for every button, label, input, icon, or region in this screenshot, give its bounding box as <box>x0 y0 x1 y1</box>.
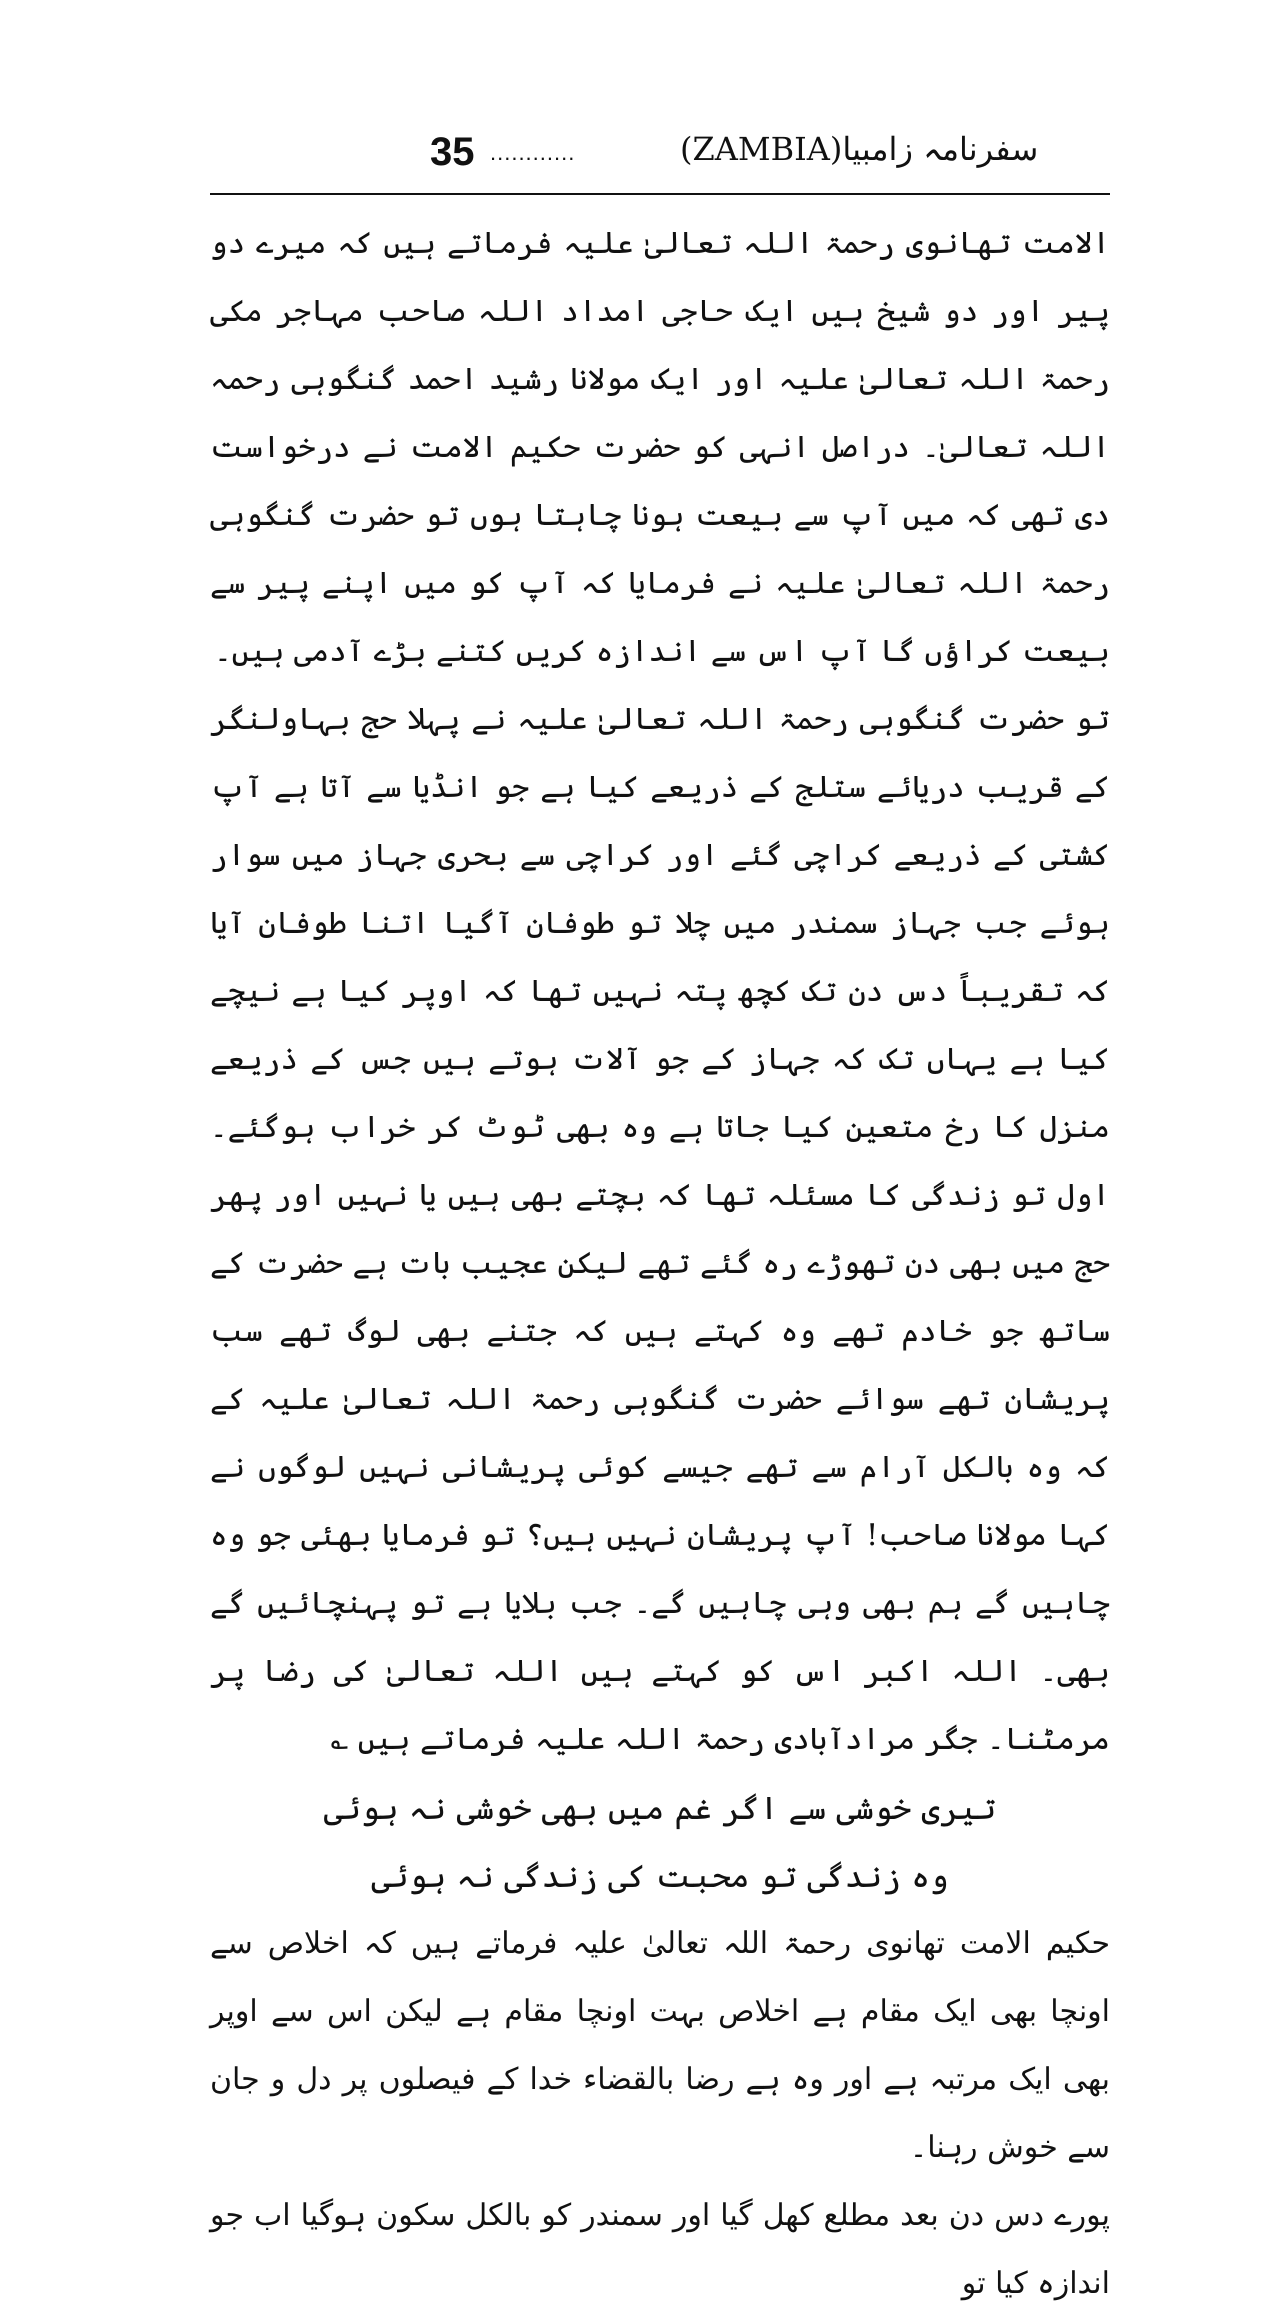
paragraph-1: الامت تھانوی رحمۃ اللہ تعالیٰ علیہ فرماتے ہیں کہ میرے دو پیر اور دو شیخ ہیں ایک حاجی امداد اللہ صاحب مہاجر مکی رحمۃ اللہ تعالیٰ علیہ اور ایک مولانا رشید احمد گنگوہی رحمہ اللہ تعالیٰ۔ دراصل انہی کو حضرت حکیم الامت نے درخواست دی تھی کہ میں آپ سے بیعت ہونا چاہتا ہوں تو حضرت گنگوہی رحمۃ اللہ تعالیٰ علیہ نے فرمایا کہ آپ کو میں اپنے پیر سے بیعت کراؤں گا آپ اس سے اندازہ کریں کتنے بڑے آدمی ہیں۔ <box>210 226 1110 669</box>
couplet-line-2: وہ زندگی تو محبت کی زندگی نہ ہوئی <box>371 1857 949 1895</box>
paragraph-2: تو حضرت گنگوہی رحمۃ اللہ تعالیٰ علیہ نے پہلا حج بہاولنگر کے قریب دریائے ستلج کے ذریعے کیا ہے جو انڈیا سے آتا ہے آپ کشتی کے ذریعے کراچی گئے اور کراچی سے بحری جہاز میں سوار ہوئے جب جہاز سمندر میں چلا تو طوفان آگیا اتنا طوفان آیا کہ تقریباً دس دن تک کچھ پتہ نہیں تھا کہ اوپر کیا ہے نیچے کیا ہے یہاں تک کہ جہاز کے جو آلات ہوتے ہیں جس کے ذریعے منزل کا رخ متعین کیا جاتا ہے وہ بھی ٹوٹ کر خراب ہوگئے۔ اول تو زندگی کا مسئلہ تھا کہ بچتے بھی ہیں یا نہیں اور پھر حج میں بھی دن تھوڑے رہ گئے تھے لیکن عجیب بات ہے حضرت کے ساتھ جو خادم تھے وہ کہتے ہیں کہ جتنے بھی لوگ تھے سب پریشان تھے سوائے حضرت گنگوہی رحمۃ اللہ تعالیٰ علیہ کے کہ وہ بالکل آرام سے تھے جیسے کوئی پریشانی نہیں لوگوں نے کہا مولانا صاحب! آپ پریشان نہیں ہیں؟ تو فرمایا بھئی جو وہ چاہیں گے ہم بھی وہی چاہیں گے۔ جب بلایا ہے تو پہنچائیں گے بھی۔ اللہ اکبر اس کو کہتے ہیں اللہ تعالیٰ کی رضا پر مرمٹنا۔ جگر مرادآبادی رحمۃ اللہ علیہ فرماتے ہیں ؎ <box>210 702 1110 1757</box>
paragraph-4: پورے دس دن بعد مطلع کھل گیا اور سمندر کو بالکل سکون ہوگیا اب جو اندازہ کیا تو <box>210 2198 1110 2301</box>
paragraph-3: حکیم الامت تھانوی رحمۃ اللہ تعالیٰ علیہ فرماتے ہیں کہ اخلاص سے اونچا بھی ایک مقام ہے اخلاص بہت اونچا مقام ہے لیکن اس سے اوپر بھی ایک مرتبہ ہے اور وہ ہے رضا بالقضاء خدا کے فیصلوں پر دل و جان سے خوش رہنا۔ <box>210 1926 1110 2165</box>
dotted-leader: ............ <box>490 140 576 165</box>
page-header <box>210 130 1110 190</box>
running-title: سفرنامہ زامبیا(ZAMBIA) <box>680 130 1039 168</box>
page-number: 35 <box>430 130 475 174</box>
header-rule <box>210 193 1110 195</box>
body-text <box>210 210 1110 2318</box>
couplet-line-1: تیری خوشی سے اگر غم میں بھی خوشی نہ ہوئی <box>323 1789 997 1827</box>
